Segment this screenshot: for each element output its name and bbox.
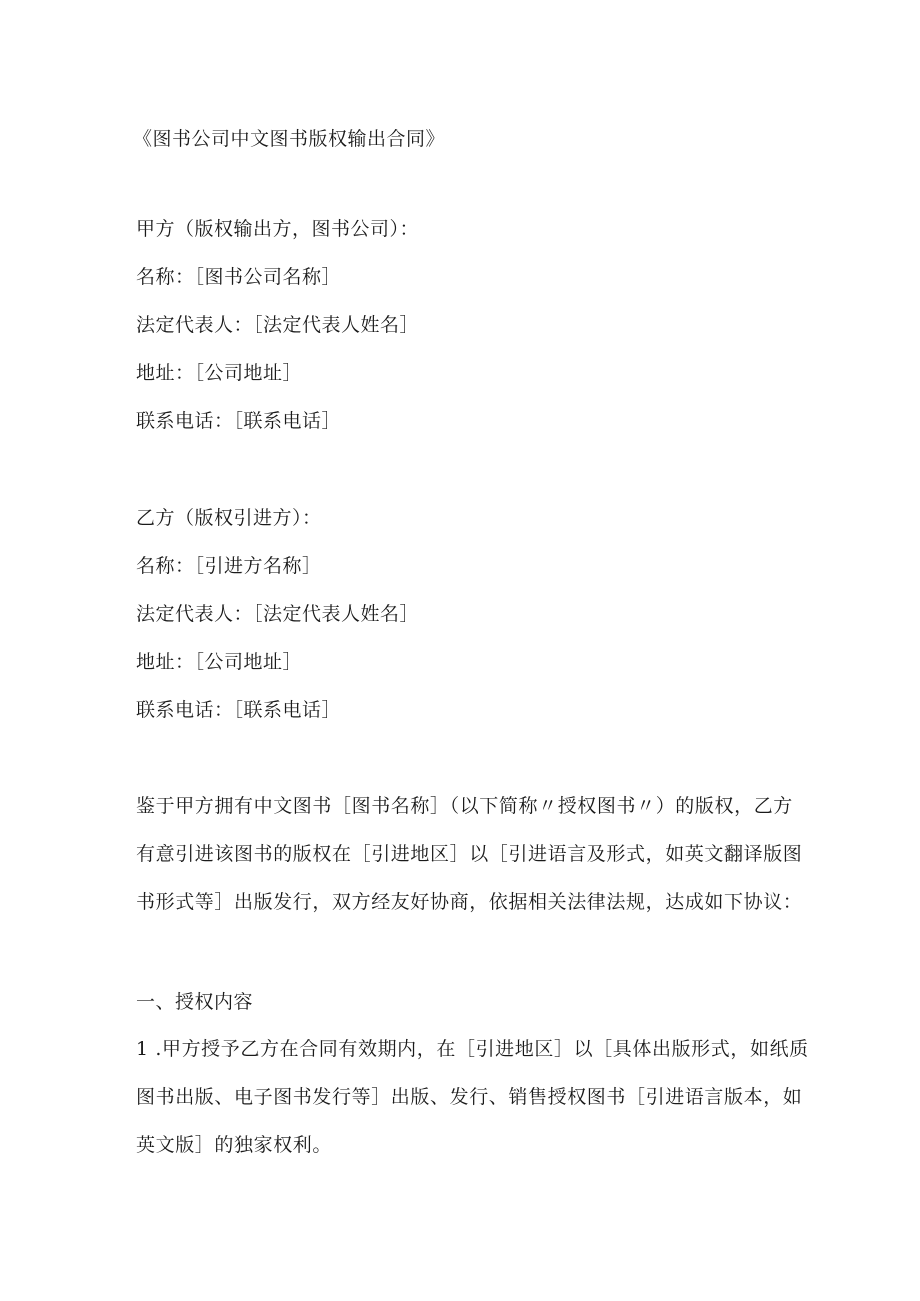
- party-b-heading: 乙方（版权引进方）：: [136, 507, 322, 529]
- clause-1-line: 1 .甲方授予乙方在合同有效期内，在［引进地区］以［具体出版形式，如纸质: [136, 1038, 809, 1060]
- preamble-line: 鉴于甲方拥有中文图书［图书名称］（以下简称〃授权图书〃）的版权，乙方: [136, 795, 793, 817]
- preamble-line: 书形式等］出版发行，双方经友好协商，依据相关法律法规，达成如下协议：: [136, 891, 803, 913]
- document-title: 《图书公司中文图书版权输出合同》: [133, 128, 446, 150]
- party-b-name: 名称：［引进方名称］: [136, 555, 322, 577]
- party-b-address: 地址：［公司地址］: [136, 651, 303, 673]
- party-a-legal-rep: 法定代表人：［法定代表人姓名］: [136, 314, 420, 336]
- clause-1-line: 英文版］的独家权利。: [136, 1134, 333, 1156]
- party-a-phone: 联系电话：［联系电话］: [136, 410, 342, 432]
- party-a-name: 名称：［图书公司名称］: [136, 266, 342, 288]
- party-a-heading: 甲方（版权输出方，图书公司）：: [136, 218, 420, 240]
- preamble-line: 有意引进该图书的版权在［引进地区］以［引进语言及形式，如英文翻译版图: [136, 843, 803, 865]
- party-a-address: 地址：［公司地址］: [136, 362, 303, 384]
- party-b-legal-rep: 法定代表人：［法定代表人姓名］: [136, 603, 420, 625]
- clause-1-line: 图书出版、电子图书发行等］出版、发行、销售授权图书［引进语言版本，如: [136, 1086, 803, 1108]
- party-b-phone: 联系电话：［联系电话］: [136, 699, 342, 721]
- section-1-heading: 一、授权内容: [136, 991, 254, 1013]
